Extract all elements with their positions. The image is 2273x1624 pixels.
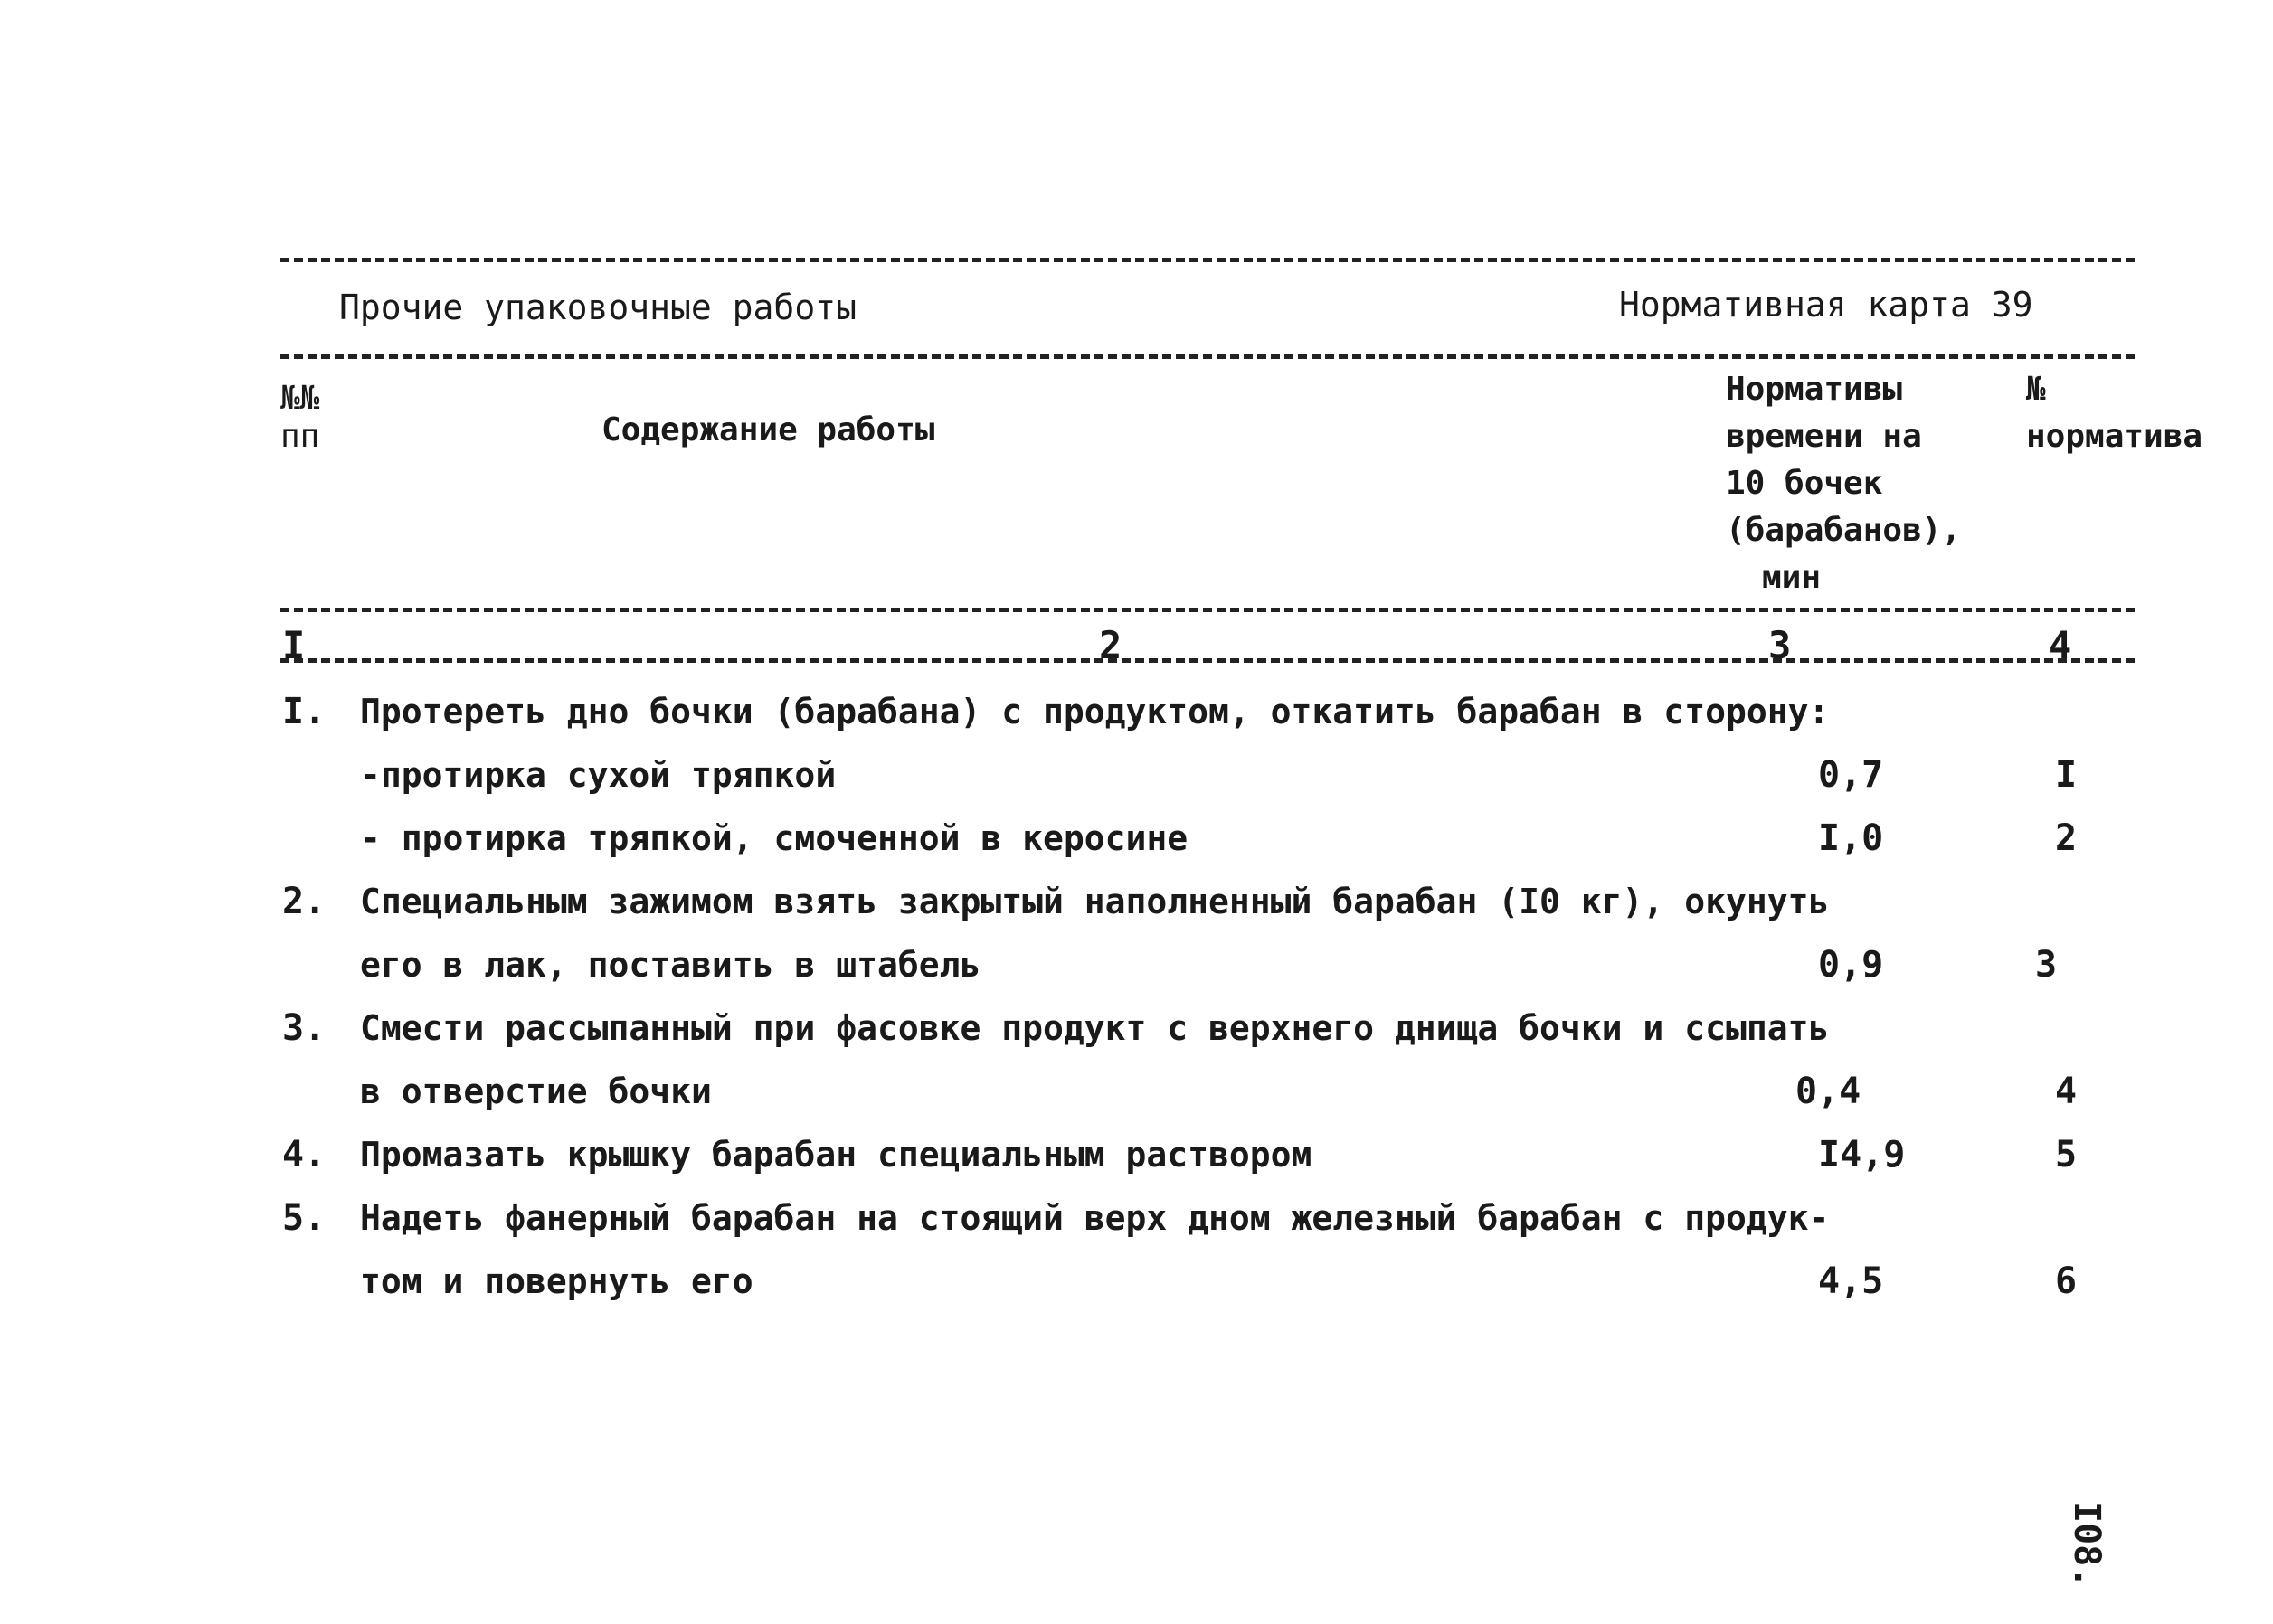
row-time: 0,7 <box>1818 754 1884 796</box>
row-time: 4,5 <box>1818 1260 1884 1302</box>
row-text: Надеть фанерный барабан на стоящий верх дном железный барабан с продук- <box>360 1198 1830 1238</box>
col-number-3: 3 <box>1768 623 1792 667</box>
col-head-num-line1: №№ <box>280 380 320 417</box>
row-norm: 3 <box>2035 944 2058 986</box>
col-head-norm-line2: норматива <box>2026 418 2203 455</box>
col-head-time-line2: времени на <box>1726 418 1922 455</box>
col-head-time-line4: (барабанов), <box>1726 512 1962 549</box>
row-time: 0,4 <box>1795 1071 1861 1112</box>
col-head-norm-line1: № <box>2026 371 2046 408</box>
col-head-time <box>1726 366 1961 601</box>
col-head-norm <box>2026 366 2202 460</box>
row-number: 3. <box>282 1007 327 1049</box>
row-number: 4. <box>282 1134 327 1176</box>
row-number: I. <box>282 691 327 732</box>
column-number-divider <box>280 658 2135 663</box>
row-text: Специальным зажимом взять закрытый наполненный барабан (I0 кг), окунуть <box>360 882 1830 921</box>
row-norm: 6 <box>2055 1260 2078 1302</box>
row-norm: 2 <box>2055 817 2078 859</box>
row-text: в отверстие бочки <box>360 1072 712 1111</box>
row-text: его в лак, поставить в штабель <box>360 945 981 985</box>
col-head-content: Содержание работы <box>601 411 935 448</box>
column-header-divider <box>280 608 2135 612</box>
col-number-1: I <box>282 623 306 667</box>
header-divider <box>280 354 2135 359</box>
col-head-time-line3: 10 бочек <box>1726 465 1883 502</box>
row-text: Смести рассыпанный при фасовке продукт с верхнего днища бочки и ссыпать <box>360 1008 1830 1048</box>
row-number: 2. <box>282 881 327 922</box>
page-number: I08. <box>2066 1501 2107 1589</box>
row-number: 5. <box>282 1197 327 1239</box>
row-norm: I <box>2055 754 2078 796</box>
row-norm: 4 <box>2055 1071 2078 1112</box>
row-time: I4,9 <box>1818 1134 1906 1176</box>
col-number-4: 4 <box>2049 623 2072 667</box>
row-text: -протирка сухой тряпкой <box>360 755 837 795</box>
col-head-num <box>280 380 319 456</box>
row-time: I,0 <box>1818 817 1884 859</box>
card-label: Нормативная карта 39 <box>1619 285 2033 325</box>
row-text: Протереть дно бочки (барабана) с продуктом, откатить барабан в сторону: <box>360 692 1830 732</box>
row-text: - протирка тряпкой, смоченной в керосине <box>360 818 1189 858</box>
row-norm: 5 <box>2055 1134 2078 1176</box>
row-time: 0,9 <box>1818 944 1884 986</box>
col-head-time-line1: Нормативы <box>1726 371 1903 408</box>
top-divider <box>280 258 2135 262</box>
col-head-time-line5: мин <box>1762 559 1822 596</box>
section-title: Прочие упаковочные работы <box>339 288 857 327</box>
col-number-2: 2 <box>1099 623 1122 667</box>
col-head-num-line2: пп <box>280 418 320 455</box>
row-text: Промазать крышку барабан специальным раствором <box>360 1135 1312 1175</box>
row-text: том и повернуть его <box>360 1261 753 1301</box>
